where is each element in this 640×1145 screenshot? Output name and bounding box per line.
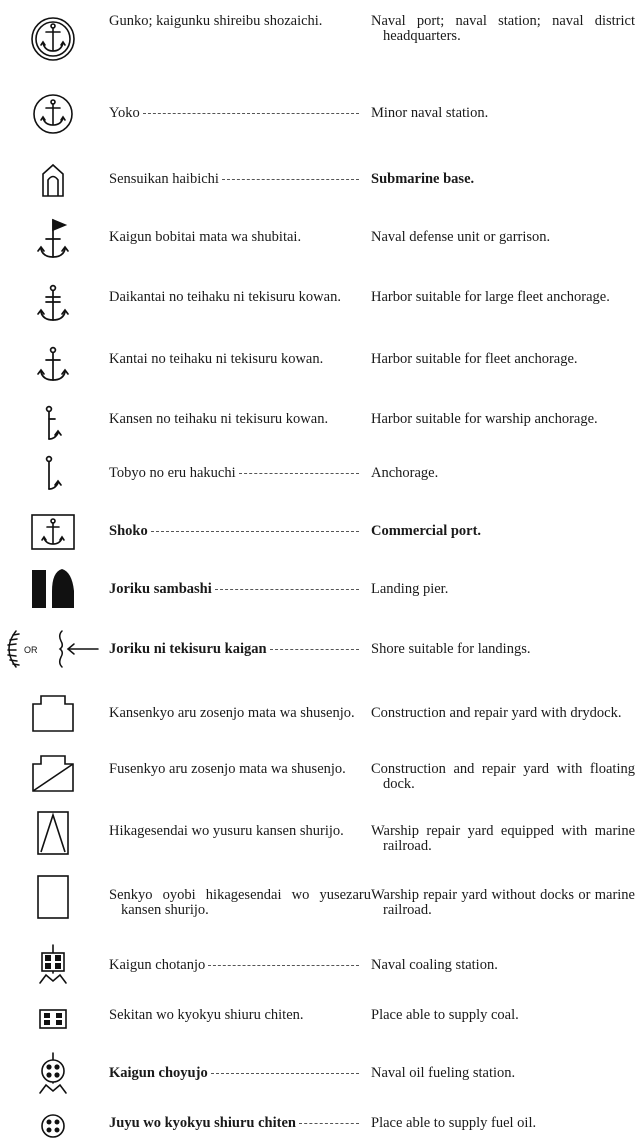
english-meaning: Naval coaling station. <box>371 957 498 973</box>
english-meaning: Harbor suitable for large fleet anchorage. <box>371 289 610 305</box>
english-meaning: Naval port; naval station; naval district headquarters. <box>371 13 635 44</box>
anchor-flag-icon <box>10 216 96 262</box>
legend-row <box>0 998 640 1040</box>
marine-railroad-yard-icon <box>10 808 96 858</box>
half-anchor-stock-icon <box>10 404 96 446</box>
legend-row <box>0 688 640 738</box>
submarine-base-icon <box>10 160 96 200</box>
romanized-japanese-term: Kansen no teihaku ni tekisuru kowan. <box>109 411 329 427</box>
legend-row <box>0 942 640 986</box>
english-meaning: Landing pier. <box>371 581 449 597</box>
leader-dots <box>215 589 359 590</box>
romanized-japanese-term: Kaigun bobitai mata wa shubitai. <box>109 229 302 245</box>
english-meaning: Construction and repair yard with floating dock. <box>371 761 635 792</box>
english-meaning: Minor naval station. <box>371 105 489 121</box>
plain-repair-yard-icon <box>10 872 96 922</box>
naval-oil-icon <box>10 1050 96 1096</box>
term-text: Joriku ni tekisuru kaigan <box>109 641 267 657</box>
english-meaning: Naval oil fueling station. <box>371 1065 516 1081</box>
romanized-japanese-term <box>109 1066 359 1081</box>
term-text: Kaigun choyujo <box>109 1065 208 1081</box>
romanized-japanese-term: Kantai no teihaku ni tekisuru kowan. <box>109 351 324 367</box>
legend-row <box>0 626 640 672</box>
leader-dots <box>143 113 359 114</box>
romanized-japanese-term <box>109 1116 359 1131</box>
term-text: Shoko <box>109 523 148 539</box>
english-meaning: Commercial port. <box>371 523 482 539</box>
english-meaning: Harbor suitable for warship anchorage. <box>371 411 598 427</box>
romanized-japanese-term <box>109 642 359 657</box>
romanized-japanese-term: Sekitan wo kyokyu shiuru chiten. <box>109 1007 304 1023</box>
romanized-japanese-term <box>109 958 359 973</box>
landing-shore-icon <box>0 626 104 672</box>
leader-dots <box>239 473 359 474</box>
term-text: Joriku sambashi <box>109 581 212 597</box>
romanized-japanese-term <box>109 466 359 481</box>
romanized-japanese-term: Kansenkyo aru zosenjo mata wa shusenjo. <box>109 705 355 721</box>
term-text: Tobyo no eru hakuchi <box>109 465 236 481</box>
leader-dots <box>270 649 359 650</box>
english-meaning: Naval defense unit or garrison. <box>371 229 551 245</box>
english-meaning: Place able to supply fuel oil. <box>371 1115 537 1131</box>
legend-row <box>0 216 640 262</box>
english-meaning: Submarine base. <box>371 171 475 187</box>
anchor-double-circle-icon <box>10 14 96 64</box>
english-meaning: Harbor suitable for fleet anchorage. <box>371 351 578 367</box>
landing-pier-icon <box>10 566 96 612</box>
anchor-icon <box>10 344 96 388</box>
anchor-double-stock-icon <box>10 282 96 328</box>
leader-dots <box>222 179 359 180</box>
legend-row <box>0 1050 640 1096</box>
romanized-japanese-term: Daikantai no teihaku ni tekisuru kowan. <box>109 289 341 305</box>
legend-row <box>0 344 640 388</box>
leader-dots <box>299 1123 359 1124</box>
leader-dots <box>208 965 359 966</box>
drydock-yard-icon <box>10 688 96 738</box>
romanized-japanese-term: Hikagesendai wo yusuru kansen shurijo. <box>109 823 344 839</box>
legend-row <box>0 282 640 328</box>
anchor-square-icon <box>10 512 96 552</box>
leader-dots <box>211 1073 359 1074</box>
english-meaning: Construction and repair yard with drydock. <box>371 705 622 721</box>
english-meaning: Warship repair yard without docks or marine railroad. <box>371 887 635 918</box>
naval-coaling-icon <box>10 942 96 986</box>
legend-row <box>0 512 640 552</box>
romanized-japanese-term: Gunko; kaigunku shireibu shozaichi. <box>109 13 323 29</box>
romanized-japanese-term <box>109 524 359 539</box>
legend-row <box>0 92 640 136</box>
romanized-japanese-term: Fusenkyo aru zosenjo mata wa shusenjo. <box>109 761 346 777</box>
term-text: Kaigun chotanjo <box>109 957 206 973</box>
legend-row <box>0 454 640 496</box>
or-label: OR <box>24 645 38 655</box>
english-meaning: Anchorage. <box>371 465 439 481</box>
fuel-oil-icon <box>10 1110 96 1142</box>
legend-row <box>0 872 640 922</box>
term-text: Sensuikan haibichi <box>109 171 219 187</box>
legend-row <box>0 404 640 446</box>
romanized-japanese-term <box>109 106 359 121</box>
english-meaning: Warship repair yard equipped with marine railroad. <box>371 823 635 854</box>
legend-row <box>0 160 640 200</box>
leader-dots <box>151 531 359 532</box>
term-text: Yoko <box>109 105 140 121</box>
legend-row <box>0 566 640 612</box>
legend-row <box>0 808 640 858</box>
english-meaning: Place able to supply coal. <box>371 1007 519 1023</box>
english-meaning: Shore suitable for landings. <box>371 641 531 657</box>
legend-row <box>0 748 640 798</box>
romanized-japanese-term <box>109 582 359 597</box>
floating-dock-yard-icon <box>10 748 96 798</box>
half-anchor-icon <box>10 454 96 496</box>
romanized-japanese-term: Senkyo oyobi hikagesendai wo yusezaru kansen shurijo. <box>109 887 371 918</box>
legend-row <box>0 14 640 64</box>
legend-row <box>0 1110 640 1142</box>
term-text: Juyu wo kyokyu shiuru chiten <box>109 1115 296 1131</box>
coal-supply-icon <box>10 998 96 1040</box>
romanized-japanese-term <box>109 172 359 187</box>
anchor-circle-icon <box>10 92 96 136</box>
